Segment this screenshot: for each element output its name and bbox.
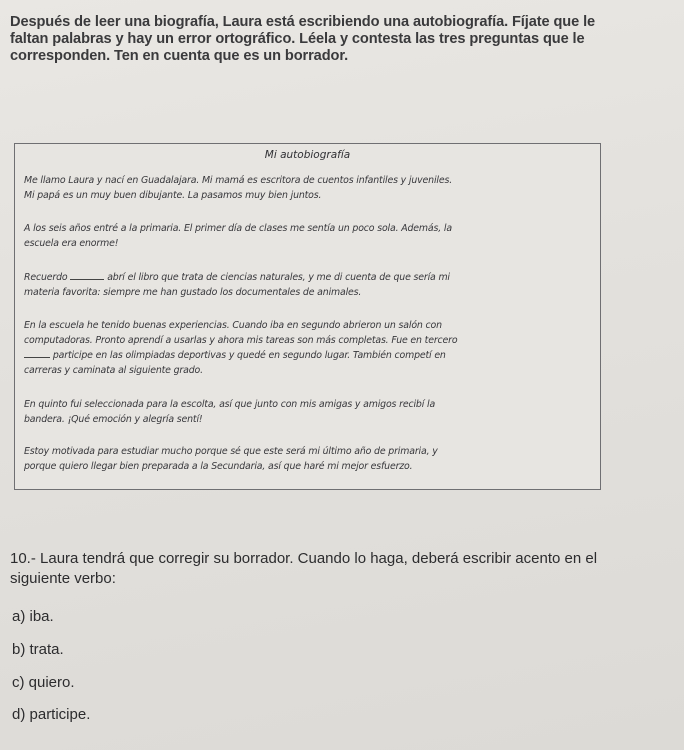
paragraph-2-line-2: escuela era enorme! [24,238,119,249]
paragraph-1-line-2: Mi papá es un muy buen dibujante. La pasamos muy bien juntos. [24,190,322,201]
paragraph-4-line-4: carreras y caminata al siguiente grado. [24,365,203,376]
option-b[interactable]: b) trata. [12,641,64,658]
paragraph-3-line-1-end: abrí el libro que trata de ciencias naturales, y me di cuenta de que sería mi [107,272,450,283]
missing-word-blank [70,271,104,280]
paragraph-1-line-1: Me llamo Laura y nací en Guadalajara. Mi mamá es escritora de cuentos infantiles y juveniles. [24,175,453,186]
paragraph-2-line-1: A los seis años entré a la primaria. El primer día de clases me sentía un poco sola. Además, la [24,223,452,234]
instructions-line-3: corresponden. Ten en cuenta que es un borrador. [10,48,349,64]
question-line-1: 10.- Laura tendrá que corregir su borrador. Cuando lo haga, deberá escribir acento en el [10,550,598,567]
paragraph-5-line-2: bandera. ¡Qué emoción y alegría sentí! [24,414,203,425]
paragraph-1 [24,173,594,203]
autobiography-box [14,143,601,490]
paragraph-4-line-3 [24,348,594,363]
missing-word-blank [24,349,50,358]
paragraph-3-line-1-start: Recuerdo [24,272,68,283]
instructions [10,14,674,65]
paragraph-2 [24,221,594,251]
option-c[interactable]: c) quiero. [12,674,75,691]
question-line-2: siguiente verbo: [10,570,116,587]
option-a[interactable]: a) iba. [12,608,54,625]
paragraph-3 [24,270,594,300]
paragraph-6-line-2: porque quiero llegar bien preparada a la Secundaria, así que haré mi mejor esfuerzo. [24,461,413,472]
paragraph-4-line-3-end: participe en las olimpiadas deportivas y quedé en segundo lugar. También competí en [52,350,446,361]
paragraph-4-line-2: computadoras. Pronto aprendí a usarlas y ahora mis tareas son más completas. Fue en tercero [24,335,458,346]
paragraph-5-line-1: En quinto fui seleccionada para la escolta, así que junto con mis amigas y amigos recibí la [24,399,436,410]
paragraph-4 [24,318,594,378]
paragraph-5 [24,397,594,427]
instructions-line-2: faltan palabras y hay un error ortográfico. Léela y contesta las tres preguntas que le [10,31,585,47]
paragraph-3-line-1 [24,270,594,285]
autobiography-title: Mi autobiografía [264,149,351,161]
question-10 [10,549,674,589]
paragraph-6-line-1: Estoy motivada para estudiar mucho porque sé que este será mi último año de primaria, y [24,446,438,457]
option-d[interactable]: d) participe. [12,706,91,723]
paragraph-4-line-1: En la escuela he tenido buenas experiencias. Cuando iba en segundo abrieron un salón con [24,320,442,331]
paragraph-3-line-2: materia favorita: siempre me han gustado los documentales de animales. [24,287,362,298]
instructions-line-1: Después de leer una biografía, Laura está escribiendo una autobiografía. Fíjate que le [10,14,596,30]
paragraph-6 [24,444,594,474]
